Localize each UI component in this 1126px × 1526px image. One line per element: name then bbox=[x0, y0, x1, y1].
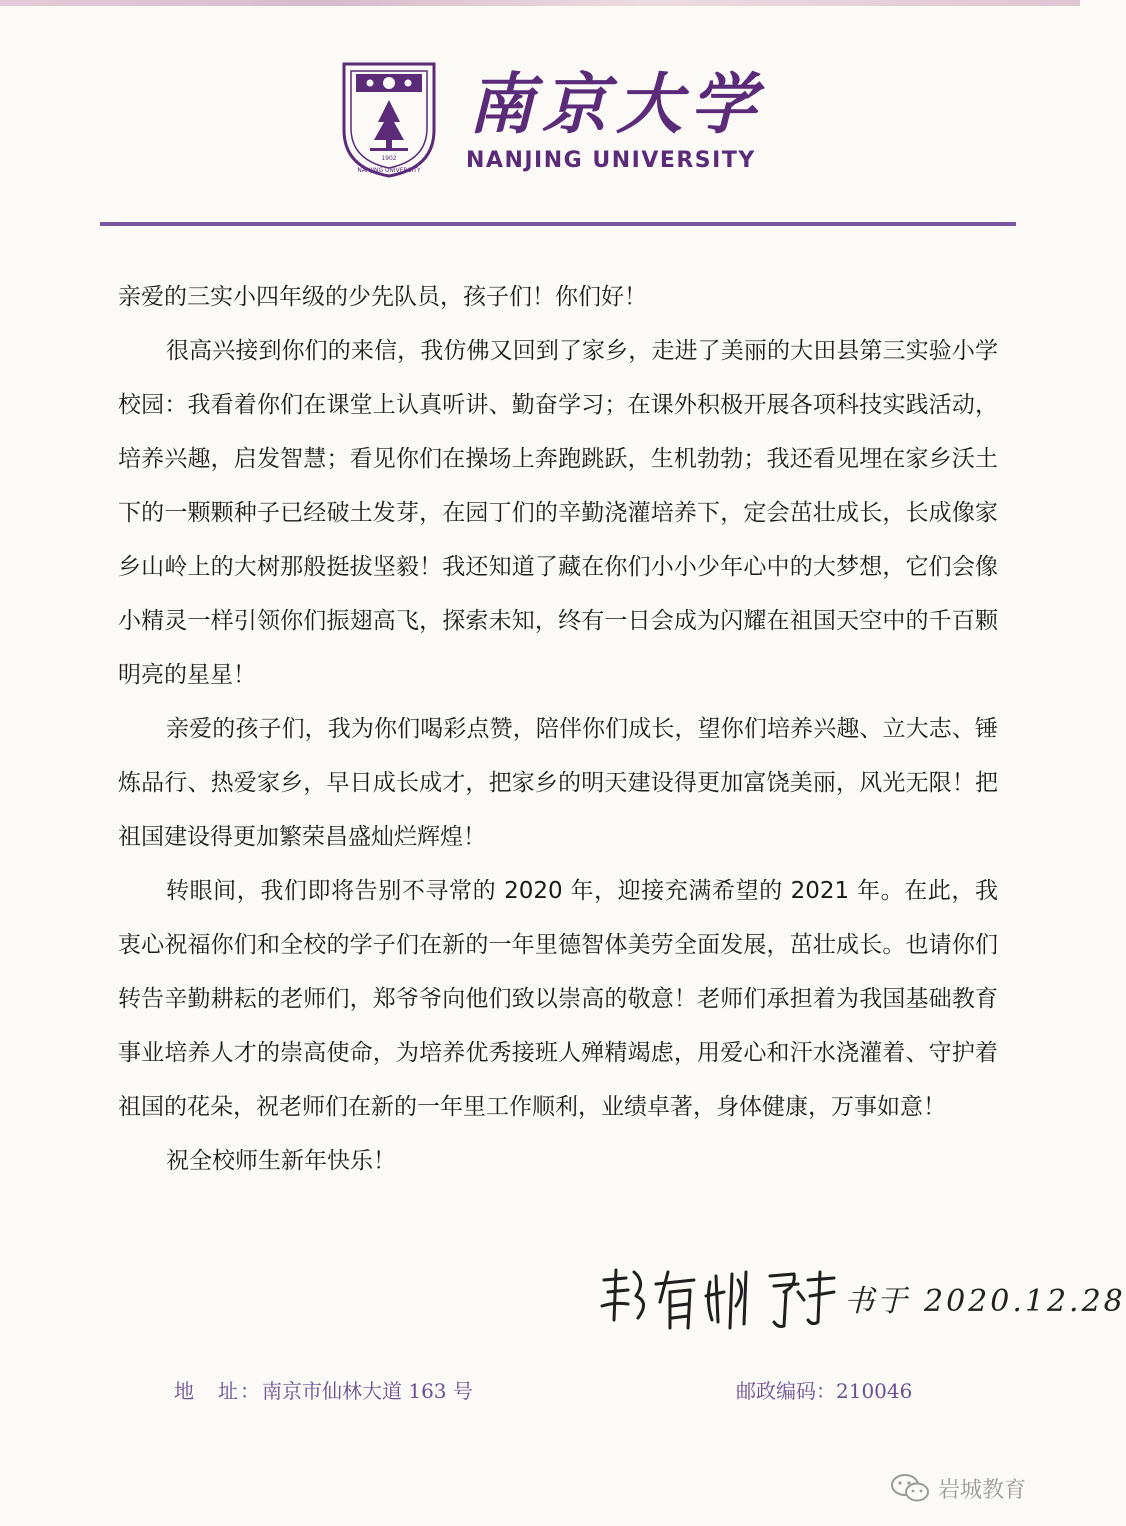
signature-note: 书于 bbox=[844, 1284, 910, 1319]
university-seal-icon bbox=[340, 60, 438, 178]
paragraph-3: 转眼间，我们即将告别不寻常的 2020 年，迎接充满希望的 2021 年。在此，我衷心祝福你们和全校的学子们在新的一年里德智体美劳全面发展，茁壮成长。也请你们转告辛勤耕耘的老师们，郑爷爷向他们致以崇高的敬意！老师们承担着为我国基础教育事业培养人才的崇高使命，为培养优秀接班人殚精竭虑，用爱心和汗水浇灌着、守护着祖国的花朵，祝老师们在新的一年里工作顺利，业绩卓著，身体健康，万事如意！ bbox=[118, 878, 998, 1120]
postcode-value: 210046 bbox=[836, 1379, 913, 1403]
handwritten-signature-icon bbox=[598, 1262, 838, 1342]
signature-date bbox=[844, 1276, 1126, 1320]
address-value: 南京市仙林大道 163 号 bbox=[262, 1379, 473, 1403]
letterhead bbox=[340, 58, 780, 183]
seal-text: NANJING UNIVERSITY bbox=[357, 167, 421, 174]
university-name-cn: 南京大学 bbox=[468, 65, 764, 143]
seal-year: 1902 bbox=[381, 155, 397, 162]
address-label: 地 址： bbox=[174, 1379, 262, 1403]
letter-body bbox=[118, 270, 998, 1188]
paragraph-1: 很高兴接到你们的来信，我仿佛又回到了家乡，走进了美丽的大田县第三实验小学校园：我看着你们在课堂上认真听讲、勤奋学习；在课外积极开展各项科技实践活动，培养兴趣，启发智慧；看见你们在操场上奔跑跳跃，生机勃勃；我还看见埋在家乡沃土下的一颗颗种子已经破土发芽，在园丁们的辛勤浇灌培养下，定会茁壮成长，长成像家乡山岭上的大树那般挺拔坚毅！我还知道了藏在你们小小少年心中的大梦想，它们会像小精灵一样引领你们振翅高飞，探索未知，终有一日会成为闪耀在祖国天空中的千百颗明亮的星星！ bbox=[118, 338, 998, 688]
footer-postcode bbox=[736, 1375, 912, 1405]
signature-block bbox=[598, 1262, 1126, 1342]
scan-edge bbox=[0, 0, 1080, 6]
postcode-label: 邮政编码： bbox=[736, 1379, 836, 1403]
watermark bbox=[890, 1470, 1026, 1506]
signature-date-value: 2020.12.28 bbox=[924, 1284, 1126, 1319]
watermark-text: 岩城教育 bbox=[938, 1477, 1027, 1503]
paragraph-2: 亲爱的孩子们，我为你们喝彩点赞，陪伴你们成长，望你们培养兴趣、立大志、锤炼品行、热爱家乡，早日成长成才，把家乡的明天建设得更加富饶美丽，风光无限！把祖国建设得更加繁荣昌盛灿烂辉煌！ bbox=[118, 716, 998, 850]
university-name-en: NANJING UNIVERSITY bbox=[466, 148, 756, 173]
wechat-icon bbox=[890, 1473, 930, 1503]
closing-wish: 祝全校师生新年快乐！ bbox=[166, 1148, 396, 1174]
header-divider bbox=[100, 222, 1016, 226]
greeting: 亲爱的三实小四年级的少先队员，孩子们！你们好！ bbox=[118, 284, 647, 310]
footer-address bbox=[174, 1375, 473, 1405]
